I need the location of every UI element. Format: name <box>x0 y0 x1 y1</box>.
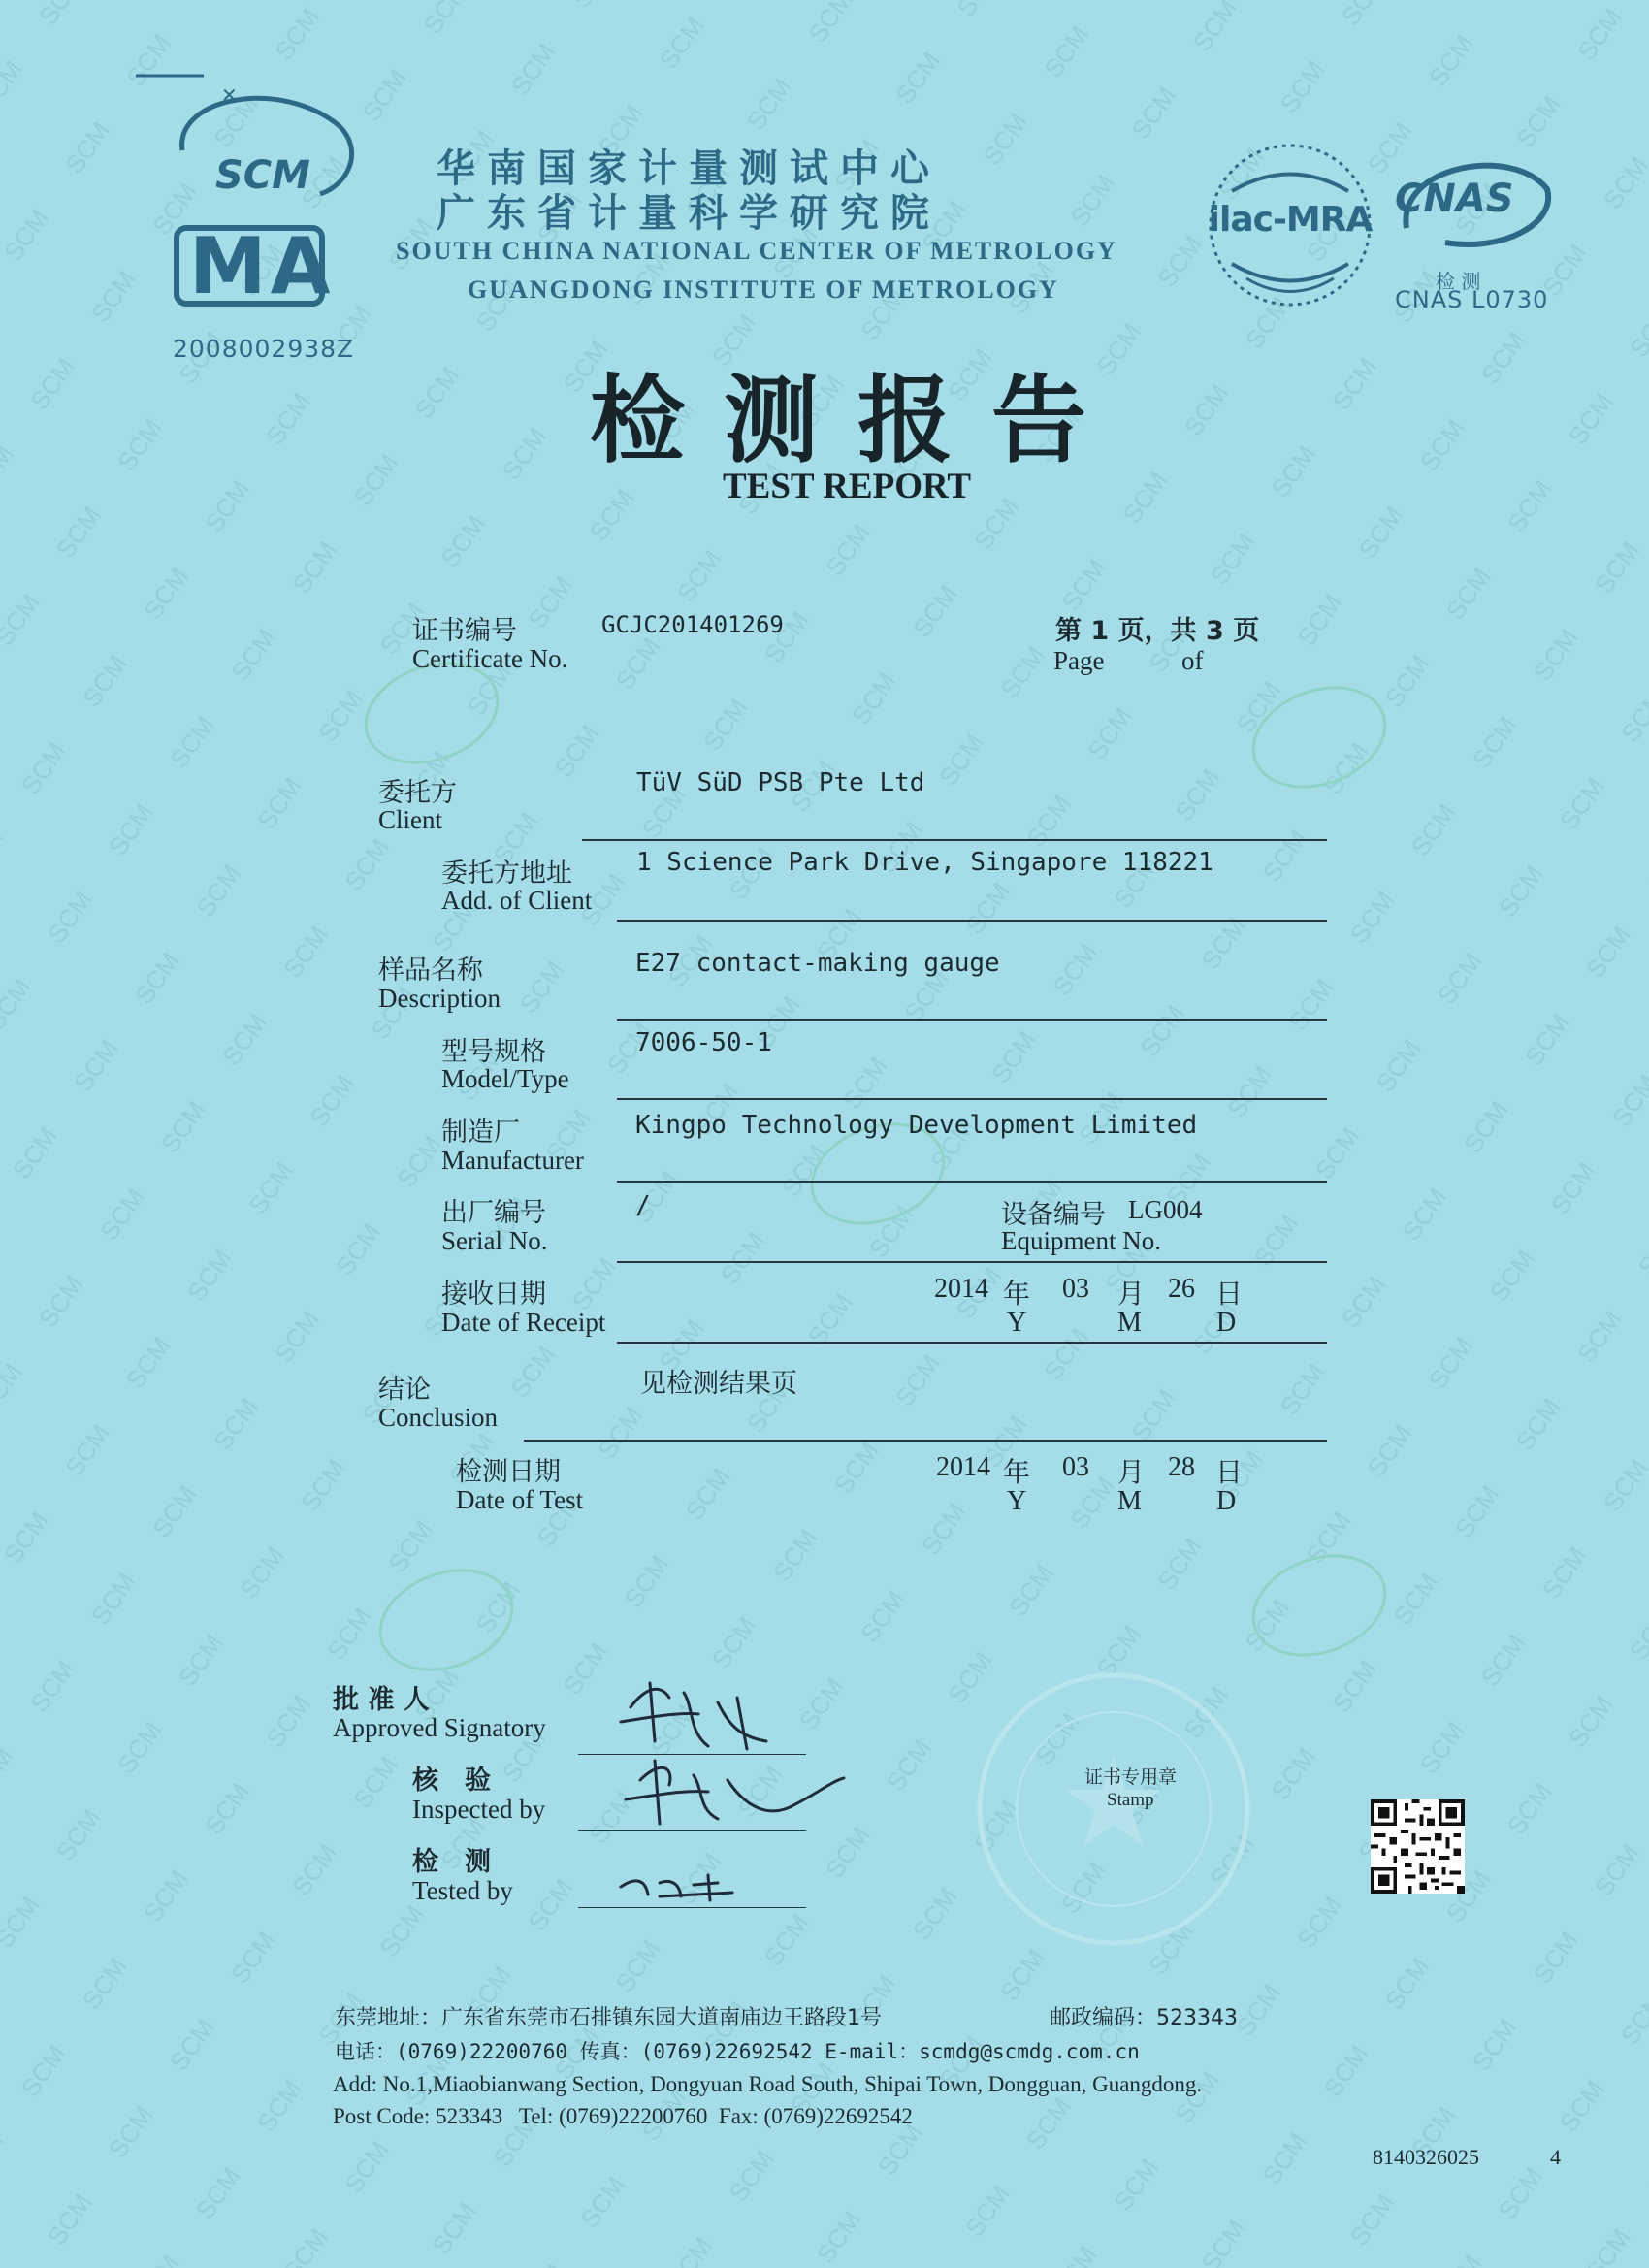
test-day-cn: 日 <box>1215 1456 1244 1488</box>
manufacturer-label-en: Manufacturer <box>441 1146 584 1175</box>
receipt-year-cn: 年 <box>1003 1278 1031 1310</box>
conclusion-value: 见检测结果页 <box>640 1369 797 1399</box>
approved-label-cn: 批 准 人 <box>333 1685 430 1715</box>
cnas-number: CNAS L0730 <box>1395 286 1549 313</box>
manufacturer-value: Kingpo Technology Development Limited <box>635 1111 1198 1140</box>
test-y-en: Y <box>1007 1486 1027 1516</box>
cma-label: MA <box>189 221 335 311</box>
page-prefix: 第 <box>1055 616 1082 646</box>
page-total: 3 <box>1206 616 1224 646</box>
page-number: 1 <box>1090 616 1110 646</box>
test-d-en: D <box>1216 1486 1237 1516</box>
model-value: 7006-50-1 <box>635 1028 772 1057</box>
serial-label-cn: 出厂编号 <box>441 1198 546 1228</box>
equipment-label-cn: 设备编号 <box>1001 1200 1106 1230</box>
report-title-en: TEST REPORT <box>723 467 972 506</box>
client-address-underline <box>617 920 1327 922</box>
inspected-label-en: Inspected by <box>412 1795 546 1824</box>
test-month-cn: 月 <box>1117 1456 1146 1488</box>
conclusion-underline <box>524 1440 1327 1442</box>
footer-address-en: Add: No.1,Miaobianwang Section, Dongyuan Road South, Shipai Town, Dongguan, Guangdong. <box>333 2072 1203 2096</box>
tested-label-cn: 检 测 <box>412 1847 491 1877</box>
cnas-sub-label: 检 测 <box>1436 270 1481 293</box>
receipt-m-en: M <box>1117 1308 1142 1338</box>
ilac-label: ilac-MRA <box>1208 200 1373 240</box>
org-name-cn-2: 广东省计量科学研究院 <box>436 191 941 236</box>
description-underline <box>617 1019 1327 1021</box>
client-address-label-en: Add. of Client <box>441 886 593 915</box>
certificate-label-cn: 证书编号 <box>412 616 517 646</box>
serial-underline <box>617 1261 1327 1263</box>
client-label-cn: 委托方 <box>378 778 457 808</box>
page-mid: 页，共 <box>1117 616 1197 646</box>
footer-contact-cn: 电话：(0769)22200760 传真：(0769)22692542 E-mail：scmdg@scmdg.com.cn <box>335 2040 1140 2063</box>
test-day: 28 <box>1168 1452 1195 1482</box>
client-label-en: Client <box>378 805 442 834</box>
test-month: 03 <box>1062 1452 1089 1482</box>
certificate-number: GCJC201401269 <box>601 611 784 638</box>
cma-number: 2008002938Z <box>173 335 355 363</box>
footer-page-marker: 4 <box>1550 2145 1561 2169</box>
org-name-cn-1: 华南国家计量测试中心 <box>436 146 941 191</box>
test-year-cn: 年 <box>1003 1456 1031 1488</box>
footer-postcode-cn: 邮政编码：523343 <box>1050 2006 1238 2030</box>
model-label-cn: 型号规格 <box>441 1037 546 1067</box>
equipment-value: LG004 <box>1128 1195 1203 1224</box>
receipt-d-en: D <box>1216 1308 1237 1338</box>
approved-label-en: Approved Signatory <box>333 1713 546 1742</box>
scm-label: SCM <box>215 153 310 198</box>
page-label-en: Page <box>1053 646 1105 675</box>
receipt-label-cn: 接收日期 <box>441 1280 546 1310</box>
receipt-label-en: Date of Receipt <box>441 1308 606 1337</box>
receipt-year: 2014 <box>934 1274 988 1304</box>
footer-address-cn: 东莞地址：广东省东莞市石排镇东园大道南庙边王路段1号 <box>335 2006 882 2030</box>
description-label-cn: 样品名称 <box>378 956 483 986</box>
serial-label-en: Serial No. <box>441 1226 548 1255</box>
test-year: 2014 <box>936 1452 990 1482</box>
manufacturer-label-cn: 制造厂 <box>441 1118 520 1148</box>
receipt-month: 03 <box>1062 1274 1089 1304</box>
manufacturer-underline <box>617 1181 1327 1183</box>
org-name-en-1: SOUTH CHINA NATIONAL CENTER OF METROLOGY <box>396 237 1117 265</box>
of-label-en: of <box>1181 646 1204 675</box>
conclusion-label-cn: 结论 <box>378 1375 431 1405</box>
description-value: E27 contact-making gauge <box>635 949 1000 978</box>
stamp-label-cn: 证书专用章 <box>1084 1766 1178 1788</box>
handwritten-signatures <box>601 1664 854 1926</box>
report-title-cn: 检测报告 <box>590 366 1126 476</box>
cnas-logo <box>1387 136 1562 315</box>
conclusion-label-en: Conclusion <box>378 1403 499 1432</box>
test-m-en: M <box>1117 1486 1142 1516</box>
equipment-label-en: Equipment No. <box>1001 1226 1161 1255</box>
receipt-day: 26 <box>1168 1274 1195 1304</box>
footer-contact-en: Post Code: 523343 Tel: (0769)22200760 Fax: (0769)22692542 <box>333 2104 913 2128</box>
client-value: TüV SüD PSB Pte Ltd <box>636 768 925 797</box>
test-date-label-cn: 检测日期 <box>456 1457 561 1487</box>
ilac-mra-logo <box>1203 138 1377 312</box>
svg-text:✕: ✕ <box>221 83 238 107</box>
serial-value: / <box>635 1191 651 1220</box>
certificate-label-en: Certificate No. <box>412 644 568 673</box>
receipt-day-cn: 日 <box>1215 1278 1244 1310</box>
client-address-label-cn: 委托方地址 <box>441 859 572 889</box>
qr-code-icon <box>1371 1799 1465 1894</box>
official-stamp <box>968 1664 1259 1955</box>
footer-serial-number: 8140326025 <box>1373 2145 1479 2169</box>
client-address-value: 1 Science Park Drive, Singapore 118221 <box>636 848 1213 877</box>
inspected-label-cn: 核 验 <box>412 1766 491 1796</box>
model-label-en: Model/Type <box>441 1064 569 1093</box>
org-name-en-2: GUANGDONG INSTITUTE OF METROLOGY <box>468 275 1059 304</box>
receipt-underline <box>617 1342 1327 1344</box>
tested-label-en: Tested by <box>412 1876 513 1905</box>
receipt-month-cn: 月 <box>1117 1278 1146 1310</box>
model-underline <box>617 1098 1327 1100</box>
page-indicator <box>1055 609 1259 647</box>
description-label-en: Description <box>378 984 501 1013</box>
client-underline <box>582 839 1327 841</box>
stamp-label-en: Stamp <box>1107 1790 1154 1810</box>
cnas-label: CNAS <box>1395 177 1514 221</box>
scm-cma-logo <box>136 58 388 369</box>
test-date-label-en: Date of Test <box>456 1485 584 1514</box>
receipt-y-en: Y <box>1007 1308 1027 1338</box>
page-suffix: 页 <box>1233 616 1260 646</box>
